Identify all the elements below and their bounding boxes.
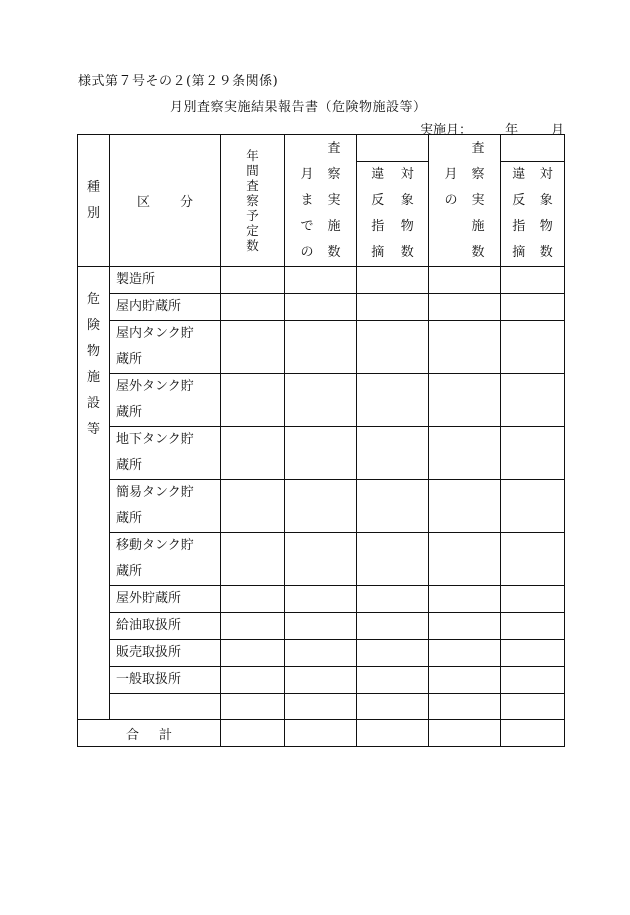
- table-row: [78, 321, 565, 374]
- row-label: 販売取扱所: [110, 640, 221, 667]
- cell-annual[interactable]: [221, 480, 285, 533]
- cell-g1-executed[interactable]: [285, 694, 357, 720]
- cell-g1-executed[interactable]: [285, 321, 357, 374]
- cell-g1-executed[interactable]: [285, 613, 357, 640]
- cell-g2-violation[interactable]: [501, 533, 565, 586]
- impl-month-unit: 月: [551, 123, 565, 138]
- cell-g2-violation[interactable]: [501, 667, 565, 694]
- total-g2-violation[interactable]: [501, 720, 565, 747]
- cell-g1-violation[interactable]: [357, 694, 429, 720]
- cell-g2-executed[interactable]: [429, 667, 501, 694]
- header-type: 種 別: [78, 135, 110, 267]
- form-number: 様式第７号その２(第２９条関係): [78, 74, 279, 89]
- row-label: [110, 694, 221, 720]
- total-row: [78, 720, 565, 747]
- cell-g1-violation[interactable]: [357, 294, 429, 321]
- row-label: 屋内貯蔵所: [110, 294, 221, 321]
- cell-g2-executed[interactable]: [429, 533, 501, 586]
- cell-g1-executed[interactable]: [285, 586, 357, 613]
- cell-annual[interactable]: [221, 667, 285, 694]
- table-row: [78, 667, 565, 694]
- cell-g1-executed[interactable]: [285, 640, 357, 667]
- cell-g1-violation[interactable]: [357, 427, 429, 480]
- header-category: 区 分: [110, 135, 221, 267]
- table-row: [78, 294, 565, 321]
- cell-g2-executed[interactable]: [429, 613, 501, 640]
- cell-g2-violation[interactable]: [501, 427, 565, 480]
- cell-g1-violation[interactable]: [357, 640, 429, 667]
- row-label: 地下タンク貯 蔵所: [110, 427, 221, 480]
- group-label-hazmat: 危 険 物 施 設 等: [78, 267, 110, 720]
- row-label: 屋内タンク貯 蔵所: [110, 321, 221, 374]
- total-g1-executed[interactable]: [285, 720, 357, 747]
- cell-g2-violation[interactable]: [501, 694, 565, 720]
- impl-year-unit: 年: [505, 123, 519, 138]
- table-row: [78, 427, 565, 480]
- impl-month-label: 実施月：: [420, 123, 473, 138]
- row-label: 一般取扱所: [110, 667, 221, 694]
- table-row: [78, 374, 565, 427]
- header-g2-violation: 違 対 反 象 指 物 摘 数: [501, 162, 565, 267]
- cell-annual[interactable]: [221, 613, 285, 640]
- table-row: [78, 694, 565, 720]
- table-row: [78, 586, 565, 613]
- cell-g2-executed[interactable]: [429, 427, 501, 480]
- cell-g2-executed[interactable]: [429, 267, 501, 294]
- cell-g1-executed[interactable]: [285, 667, 357, 694]
- cell-g1-executed[interactable]: [285, 533, 357, 586]
- cell-annual[interactable]: [221, 427, 285, 480]
- cell-g2-executed[interactable]: [429, 694, 501, 720]
- cell-g1-violation[interactable]: [357, 533, 429, 586]
- table-row: [78, 533, 565, 586]
- cell-annual[interactable]: [221, 294, 285, 321]
- cell-g1-executed[interactable]: [285, 267, 357, 294]
- cell-g1-violation[interactable]: [357, 480, 429, 533]
- row-label: 屋外タンク貯 蔵所: [110, 374, 221, 427]
- cell-g2-executed[interactable]: [429, 586, 501, 613]
- cell-g2-violation[interactable]: [501, 586, 565, 613]
- cell-annual[interactable]: [221, 640, 285, 667]
- header-annual-planned: 年 間 査 察 予 定 数: [221, 135, 285, 267]
- cell-g1-executed[interactable]: [285, 374, 357, 427]
- cell-g1-violation[interactable]: [357, 586, 429, 613]
- inspection-report-table: [77, 134, 565, 747]
- cell-g2-executed[interactable]: [429, 321, 501, 374]
- total-g2-executed[interactable]: [429, 720, 501, 747]
- header-g1-top-spacer: [357, 135, 429, 162]
- document-title: 月別査察実施結果報告書（危険物施設等）: [170, 100, 427, 115]
- cell-g2-violation[interactable]: [501, 267, 565, 294]
- table-row: [78, 640, 565, 667]
- header-g1-violation: 違 対 反 象 指 物 摘 数: [357, 162, 429, 267]
- cell-g1-executed[interactable]: [285, 294, 357, 321]
- cell-g1-executed[interactable]: [285, 480, 357, 533]
- header-g2-top-spacer: [501, 135, 565, 162]
- table-row: [78, 613, 565, 640]
- cell-annual[interactable]: [221, 586, 285, 613]
- cell-annual[interactable]: [221, 321, 285, 374]
- header-g2-executed: 月 の 査 察 実 施 数: [429, 135, 501, 267]
- cell-g2-violation[interactable]: [501, 321, 565, 374]
- cell-g2-violation[interactable]: [501, 613, 565, 640]
- header-g1-executed: 月 ま で の 査 察 実 施 数: [285, 135, 357, 267]
- row-label: 給油取扱所: [110, 613, 221, 640]
- cell-g1-violation[interactable]: [357, 321, 429, 374]
- cell-g2-executed[interactable]: [429, 640, 501, 667]
- cell-g1-violation[interactable]: [357, 267, 429, 294]
- cell-g2-violation[interactable]: [501, 294, 565, 321]
- cell-g1-violation[interactable]: [357, 374, 429, 427]
- cell-g2-violation[interactable]: [501, 374, 565, 427]
- cell-g2-violation[interactable]: [501, 480, 565, 533]
- table-row: [78, 480, 565, 533]
- cell-g1-violation[interactable]: [357, 613, 429, 640]
- cell-g1-executed[interactable]: [285, 427, 357, 480]
- cell-g1-violation[interactable]: [357, 667, 429, 694]
- row-label: 屋外貯蔵所: [110, 586, 221, 613]
- total-g1-violation[interactable]: [357, 720, 429, 747]
- cell-annual[interactable]: [221, 374, 285, 427]
- header-row-1: [78, 135, 565, 162]
- cell-annual[interactable]: [221, 694, 285, 720]
- cell-g2-violation[interactable]: [501, 640, 565, 667]
- total-label: 合 計: [78, 720, 221, 747]
- row-label: 移動タンク貯 蔵所: [110, 533, 221, 586]
- cell-g2-executed[interactable]: [429, 374, 501, 427]
- cell-annual[interactable]: [221, 267, 285, 294]
- row-label: 製造所: [110, 267, 221, 294]
- cell-annual[interactable]: [221, 533, 285, 586]
- total-annual[interactable]: [221, 720, 285, 747]
- table-row: [78, 267, 565, 294]
- row-label: 簡易タンク貯 蔵所: [110, 480, 221, 533]
- cell-g2-executed[interactable]: [429, 294, 501, 321]
- cell-g2-executed[interactable]: [429, 480, 501, 533]
